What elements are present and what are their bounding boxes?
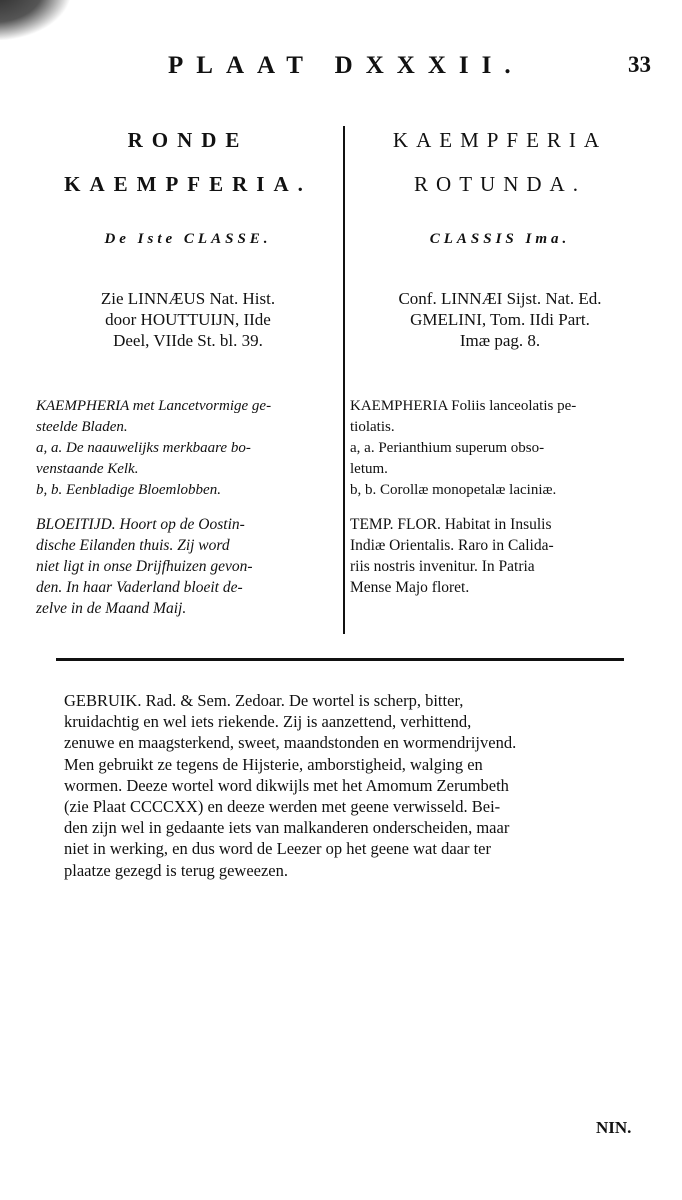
usage-line: zenuwe en maagsterkend, sweet, maandstonden en wormendrijvend.: [64, 733, 517, 753]
usage-line: wormen. Deeze wortel word dikwijls met het Amomum Zerumbeth: [64, 775, 509, 795]
latin-flowering-time: [350, 514, 650, 598]
dutch-column: [36, 118, 340, 617]
dutch-flowering-time: [36, 514, 340, 619]
flowering-line: BLOEITIJD. Hoort op de Oostin-: [36, 516, 245, 533]
latin-class: CLASSIS Ima.: [429, 231, 571, 247]
reference-line: Imæ pag. 8.: [459, 331, 541, 350]
flowering-line: TEMP. FLOR. Habitat in Insulis: [350, 516, 552, 533]
latin-description: [350, 396, 650, 501]
page-header: [0, 52, 682, 88]
flowering-line: den. In haar Vaderland bloeit de-: [36, 579, 243, 596]
dutch-name-line: KAEMPFERIA.: [64, 172, 312, 196]
description-line: a, a. Perianthium superum obso-: [350, 440, 545, 456]
dutch-class: De Iste CLASSE.: [104, 231, 272, 247]
flowering-line: Mense Majo floret.: [350, 579, 470, 596]
flowering-line: zelve in de Maand Maij.: [36, 600, 187, 617]
dutch-description: [36, 396, 340, 501]
description-line: venstaande Kelk.: [36, 461, 139, 477]
flowering-line: Indiæ Orientalis. Raro in Calida-: [350, 537, 554, 554]
usage-line: plaatze gezegd is terug geweezen.: [64, 860, 288, 880]
plate-title: PLAAT DXXXII.: [168, 52, 524, 79]
catchword: NIN.: [596, 1118, 632, 1137]
latin-species-name: [350, 118, 650, 208]
usage-line: niet in werking, en dus word de Leezer op het geene wat daar ter: [64, 839, 491, 859]
description-line: a, a. De naauwelijks merkbaare bo-: [36, 440, 251, 456]
column-divider: [343, 126, 345, 634]
flowering-line: dische Eilanden thuis. Zij word: [36, 537, 230, 554]
description-line: b, b. Corollæ monopetalæ laciniæ.: [350, 482, 557, 498]
usage-line: Men gebruikt ze tegens de Hijsterie, amborstigheid, walging en: [64, 754, 483, 774]
dutch-name-line: RONDE: [127, 128, 249, 152]
description-line: b, b. Eenbladige Bloemlobben.: [36, 482, 221, 498]
latin-reference: [350, 288, 650, 351]
reference-line: Deel, VIIde St. bl. 39.: [113, 331, 263, 350]
latin-column: [350, 118, 650, 596]
usage-line: (zie Plaat CCCCXX) en deeze werden met geene verwisseld. Bei-: [64, 797, 501, 817]
dutch-species-name: [36, 118, 340, 208]
latin-name-line: ROTUNDA.: [414, 172, 586, 196]
flowering-line: riis nostris invenitur. In Patria: [350, 558, 535, 575]
reference-line: door HOUTTUIJN, IIde: [105, 310, 271, 329]
usage-line: kruidachtig en wel iets riekende. Zij is aanzettend, verhittend,: [64, 712, 472, 732]
description-line: tiolatis.: [350, 419, 395, 435]
latin-name-line: KAEMPFERIA: [392, 128, 608, 152]
description-line: KAEMPHERIA Foliis lanceolatis pe-: [350, 398, 577, 414]
reference-line: Zie LINNÆUS Nat. Hist.: [100, 289, 276, 308]
usage-line: den zijn wel in gedaante iets van malkanderen onderscheiden, maar: [64, 818, 510, 838]
page-corner-shadow: [0, 0, 70, 40]
description-line: KAEMPHERIA met Lancetvormige ge-: [36, 398, 272, 414]
flowering-line: niet ligt in onse Drijfhuizen gevon-: [36, 558, 253, 575]
usage-paragraph: [64, 690, 624, 881]
dutch-reference: [36, 288, 340, 351]
description-line: steelde Bladen.: [36, 419, 128, 435]
page-number: 33: [628, 52, 651, 77]
reference-line: Conf. LINNÆI Sijst. Nat. Ed.: [398, 289, 602, 308]
reference-line: GMELINI, Tom. IIdi Part.: [410, 310, 590, 329]
description-line: letum.: [350, 461, 388, 477]
horizontal-rule: [56, 658, 624, 661]
usage-line: GEBRUIK. Rad. & Sem. Zedoar. De wortel is scherp, bitter,: [64, 691, 464, 710]
